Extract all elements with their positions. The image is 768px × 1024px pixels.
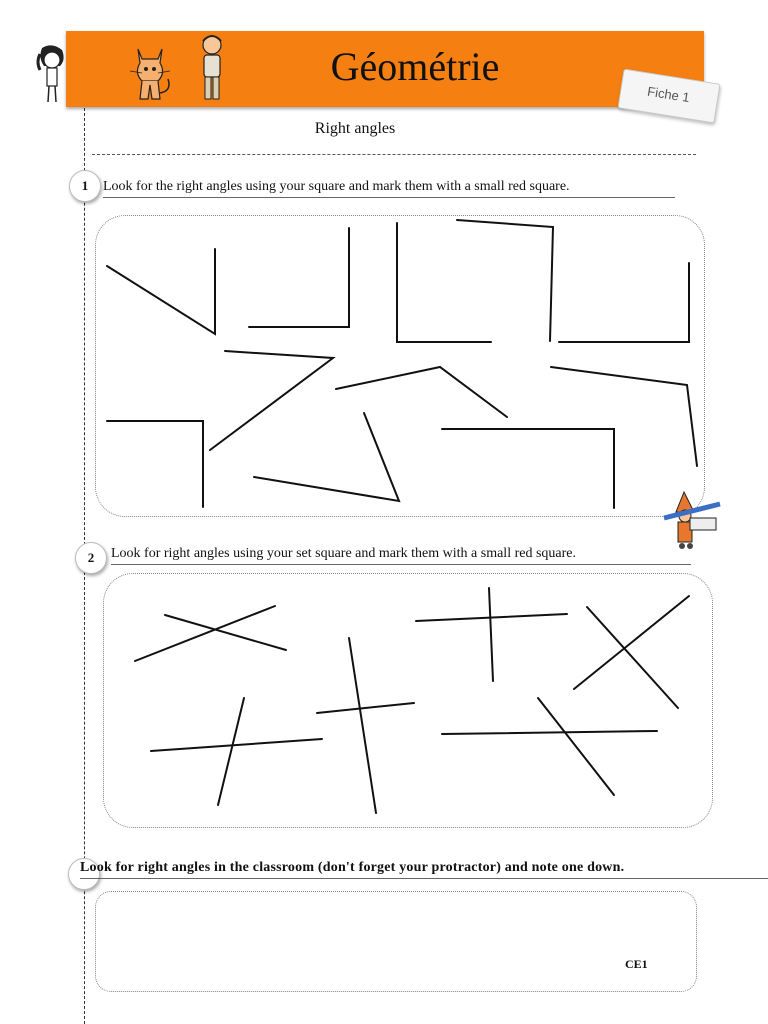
exercise-3-instruction: Look for right angles in the classroom (don't forget your protractor) and note one down.	[80, 860, 768, 879]
exercise-2-instruction: Look for right angles using your set square and mark them with a small red square.	[111, 546, 691, 565]
fiche-label: Fiche 1	[646, 83, 691, 106]
worksheet-subtitle: Right angles	[314, 120, 396, 137]
level-label: CE1	[625, 957, 648, 971]
exercise-1-panel	[95, 215, 705, 517]
exercise-1-instruction: Look for the right angles using your square and mark them with a small red square.	[103, 179, 675, 198]
fiche-tag	[617, 69, 720, 124]
exercise-2-panel	[103, 573, 713, 828]
dashed-separator	[92, 154, 696, 155]
header-banner	[66, 31, 704, 107]
exercise-1-angle-drawings	[96, 216, 704, 516]
exercise-2-number: 2	[75, 542, 107, 574]
girl-illustration	[34, 44, 70, 108]
exercise-3-answer-box	[95, 891, 697, 992]
wizard-pencil-illustration	[660, 490, 724, 554]
exercise-1-number: 1	[69, 170, 101, 202]
exercise-2-crossing-lines	[104, 574, 712, 827]
page-title: Géométrie	[330, 44, 500, 89]
